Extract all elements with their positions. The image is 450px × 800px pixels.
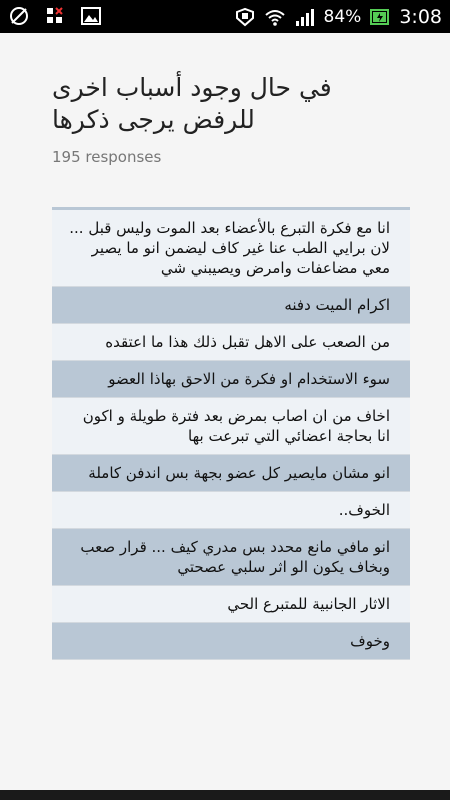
signal-icon	[294, 6, 316, 28]
missed-call-icon	[44, 5, 66, 27]
responses-count: 195 responses	[52, 148, 162, 166]
question-title: في حال وجود أسباب اخرى للرفض يرجى ذكرها	[52, 73, 332, 134]
responses-list-container[interactable]	[52, 207, 410, 710]
list-item: انو مشان مايصير كل عضو بجهة بس اندفن كاملة	[52, 455, 410, 492]
status-bar	[0, 0, 450, 33]
notification-icons	[8, 5, 102, 27]
list-item: سوء الاستخدام او فكرة من الاحق بهاذا العضو	[52, 361, 410, 398]
navigation-bar	[0, 790, 450, 800]
responses-list	[52, 210, 410, 660]
wifi-icon	[264, 6, 286, 28]
image-icon	[80, 5, 102, 27]
system-icons	[234, 0, 442, 33]
list-item: اكرام الميت دفنه	[52, 287, 410, 324]
list-item: انا مع فكرة التبرع بالأعضاء بعد الموت وليس قبل ... لان برايي الطب عنا غير كاف ليضمن انو ما يصير معي مضاعفات وامرض ويصيبني شي	[52, 210, 410, 287]
vibrate-icon	[234, 6, 256, 28]
battery-percent: 84%	[323, 6, 362, 27]
battery-charging-icon	[369, 6, 391, 28]
list-item: اخاف من ان اصاب بمرض بعد فترة طويلة و اكون انا بحاجة اعضائي التي تبرعت بها	[52, 398, 410, 455]
list-item: انو مافي مانع محدد بس مدري كيف ... قرار صعب وبخاف يكون الو اثر سلبي عصحتي	[52, 529, 410, 586]
list-item: من الصعب على الاهل تقبل ذلك هذا ما اعتقده	[52, 324, 410, 361]
list-item: الاثار الجانبية للمتبرع الحي	[52, 586, 410, 623]
clock: 3:08	[399, 5, 442, 28]
list-item: وخوف	[52, 623, 410, 660]
list-item: الخوف..	[52, 492, 410, 529]
blocked-notification-icon	[8, 5, 30, 27]
